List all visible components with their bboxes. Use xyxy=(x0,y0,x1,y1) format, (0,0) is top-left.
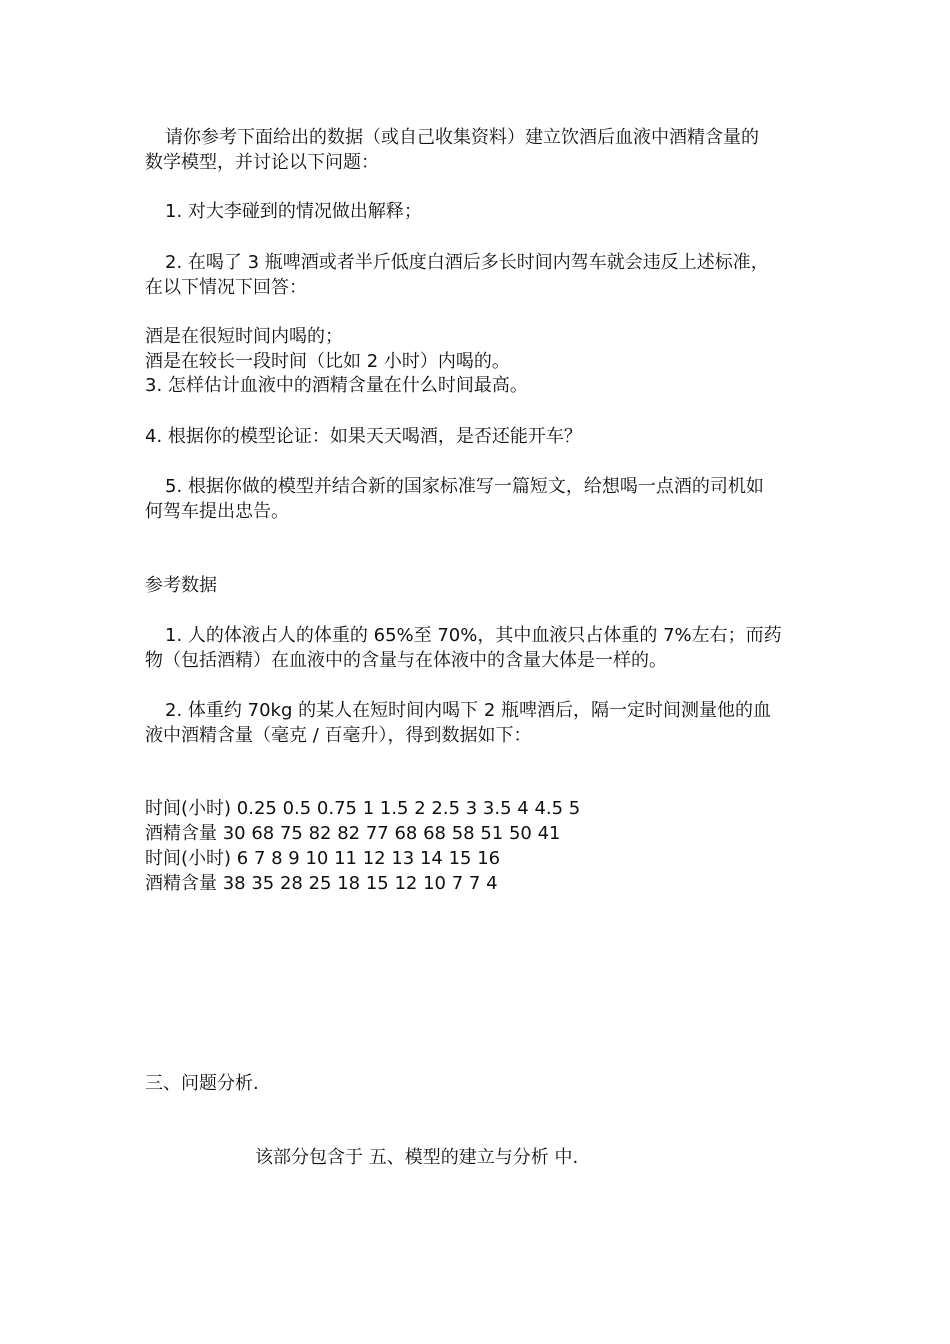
reference-item-1-line-1: 1. 人的体液占人的体重的 65%至 70%，其中血液只占体重的 7%左右；而药 xyxy=(165,625,782,646)
reference-item-2-line-1: 2. 体重约 70kg 的某人在短时间内喝下 2 瓶啤酒后，隔一定时间测量他的血 xyxy=(165,700,771,721)
question-5-line-2: 何驾车提出忠告。 xyxy=(145,501,289,522)
data-row-alcohol-1: 酒精含量 30 68 75 82 82 77 68 68 58 51 50 41 xyxy=(145,823,561,844)
question-5-line-1: 5. 根据你做的模型并结合新的国家标准写一篇短文，给想喝一点酒的司机如 xyxy=(165,476,764,497)
question-2-line-1: 2. 在喝了 3 瓶啤酒或者半斤低度白酒后多长时间内驾车就会违反上述标准， xyxy=(165,252,769,273)
question-3: 3. 怎样估计血液中的酒精含量在什么时间最高。 xyxy=(145,375,528,396)
reference-heading: 参考数据 xyxy=(145,575,217,596)
question-2-line-2: 在以下情况下回答： xyxy=(145,277,307,298)
section-3-note: 该部分包含于 五、模型的建立与分析 中. xyxy=(255,1147,579,1168)
intro-line-1: 请你参考下面给出的数据（或自己收集资料）建立饮酒后血液中酒精含量的 xyxy=(165,127,759,148)
question-1: 1. 对大李碰到的情况做出解释； xyxy=(165,201,422,222)
question-4: 4. 根据你的模型论证：如果天天喝酒，是否还能开车？ xyxy=(145,426,582,447)
data-row-time-2: 时间(小时) 6 7 8 9 10 11 12 13 14 15 16 xyxy=(145,848,501,869)
data-row-time-1: 时间(小时) 0.25 0.5 0.75 1 1.5 2 2.5 3 3.5 4 4.5 5 xyxy=(145,798,581,819)
reference-item-2-line-2: 液中酒精含量（毫克 / 百毫升），得到数据如下： xyxy=(145,725,532,746)
case-2: 酒是在较长一段时间（比如 2 小时）内喝的。 xyxy=(145,351,510,372)
data-row-alcohol-2: 酒精含量 38 35 28 25 18 15 12 10 7 7 4 xyxy=(145,873,498,894)
intro-line-2: 数学模型，并讨论以下问题： xyxy=(145,152,379,173)
section-3-heading: 三、问题分析. xyxy=(145,1073,259,1094)
case-1: 酒是在很短时间内喝的； xyxy=(145,326,343,347)
reference-item-1-line-2: 物（包括酒精）在血液中的含量与在体液中的含量大体是一样的。 xyxy=(145,650,667,671)
